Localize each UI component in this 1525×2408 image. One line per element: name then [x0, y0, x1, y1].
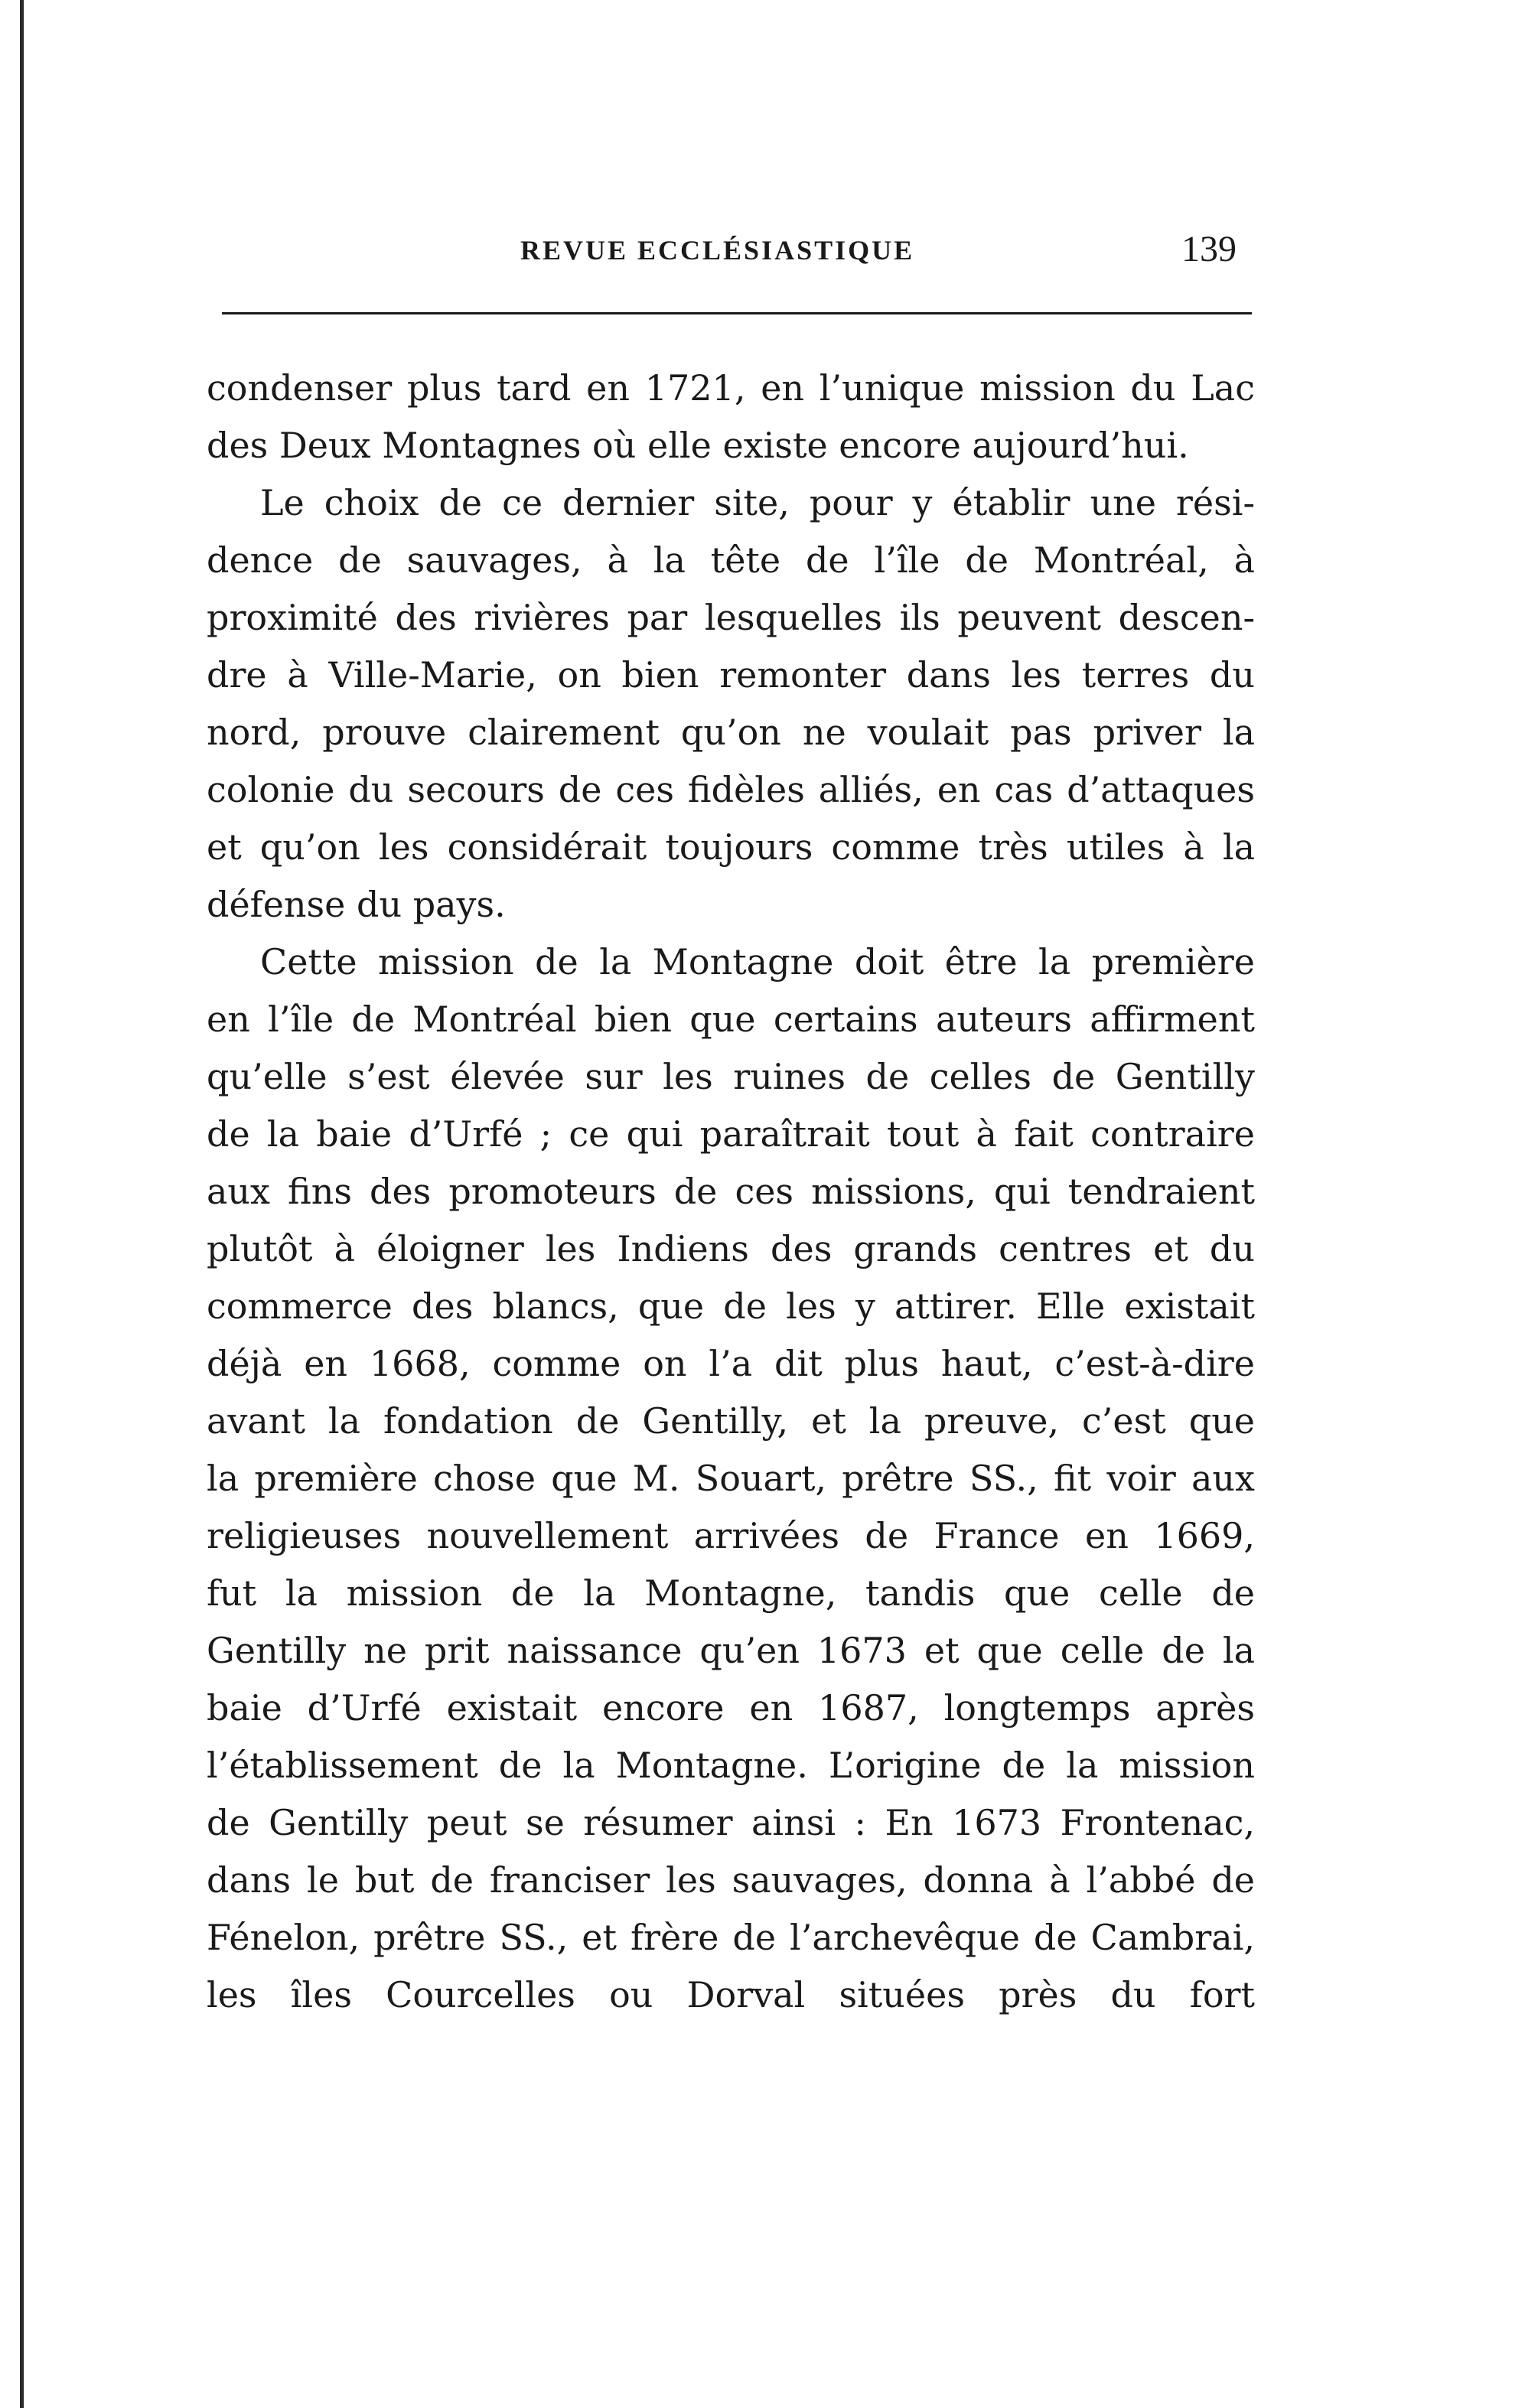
- text-line: les îles Courcelles ou Dorval situées près du fort: [207, 1974, 1255, 2015]
- header-rule: [222, 312, 1252, 314]
- text-line: religieuses nouvellement arrivées de France en 1669,: [207, 1515, 1255, 1556]
- text-line: colonie du secours de ces fidèles alliés, en cas d’attaques: [207, 769, 1255, 810]
- page-binding-edge: [20, 0, 24, 2408]
- text-line: plutôt à éloigner les Indiens des grands centres et du: [207, 1228, 1255, 1269]
- text-line: de la baie d’Urfé ; ce qui paraîtrait tout à fait contraire: [207, 1113, 1255, 1155]
- text-line: commerce des blancs, que de les y attirer. Elle existait: [207, 1285, 1255, 1327]
- text-line: dence de sauvages, à la tête de l’île de Montréal, à: [207, 539, 1255, 581]
- page-header: [222, 228, 1252, 282]
- text-line: dre à Ville-Marie, on bien remonter dans les terres du: [207, 654, 1255, 696]
- text-line: en l’île de Montréal bien que certains auteurs affirment: [207, 999, 1255, 1040]
- body-text: [207, 360, 1255, 2024]
- text-line: dans le but de franciser les sauvages, donna à l’abbé de: [207, 1859, 1255, 1901]
- text-line: des Deux Montagnes où elle existe encore aujourd’hui.: [207, 425, 1189, 466]
- text-line: Fénelon, prêtre SS., et frère de l’archevêque de Cambrai,: [207, 1917, 1255, 1958]
- text-line: condenser plus tard en 1721, en l’unique mission du Lac: [207, 367, 1255, 409]
- paragraph-first-line: Le choix de ce dernier site, pour y établir une rési-: [260, 482, 1255, 523]
- text-line: fut la mission de la Montagne, tandis que celle de: [207, 1572, 1255, 1614]
- running-title: REVUE ECCLÉSIASTIQUE: [520, 235, 915, 266]
- page-number: 139: [1181, 229, 1237, 269]
- text-line: Gentilly ne prit naissance qu’en 1673 et que celle de la: [207, 1630, 1255, 1671]
- text-line: l’établissement de la Montagne. L’origine de la mission: [207, 1745, 1255, 1786]
- text-line: baie d’Urfé existait encore en 1687, longtemps après: [207, 1687, 1255, 1729]
- text-line: de Gentilly peut se résumer ainsi : En 1673 Frontenac,: [207, 1802, 1255, 1843]
- text-line: qu’elle s’est élevée sur les ruines de celles de Gentilly: [207, 1056, 1255, 1097]
- text-line: aux fins des promoteurs de ces missions, qui tendraient: [207, 1171, 1255, 1212]
- text-line: défense du pays.: [207, 884, 506, 925]
- paragraph-first-line: Cette mission de la Montagne doit être la première: [260, 941, 1255, 982]
- text-line: proximité des rivières par lesquelles ils peuvent descen-: [207, 597, 1255, 638]
- text-line: déjà en 1668, comme on l’a dit plus haut, c’est-à-dire: [207, 1343, 1255, 1384]
- text-line: la première chose que M. Souart, prêtre SS., fit voir aux: [207, 1458, 1255, 1499]
- text-line: avant la fondation de Gentilly, et la preuve, c’est que: [207, 1400, 1255, 1442]
- text-line: et qu’on les considérait toujours comme très utiles à la: [207, 826, 1255, 868]
- text-line: nord, prouve clairement qu’on ne voulait pas priver la: [207, 712, 1255, 753]
